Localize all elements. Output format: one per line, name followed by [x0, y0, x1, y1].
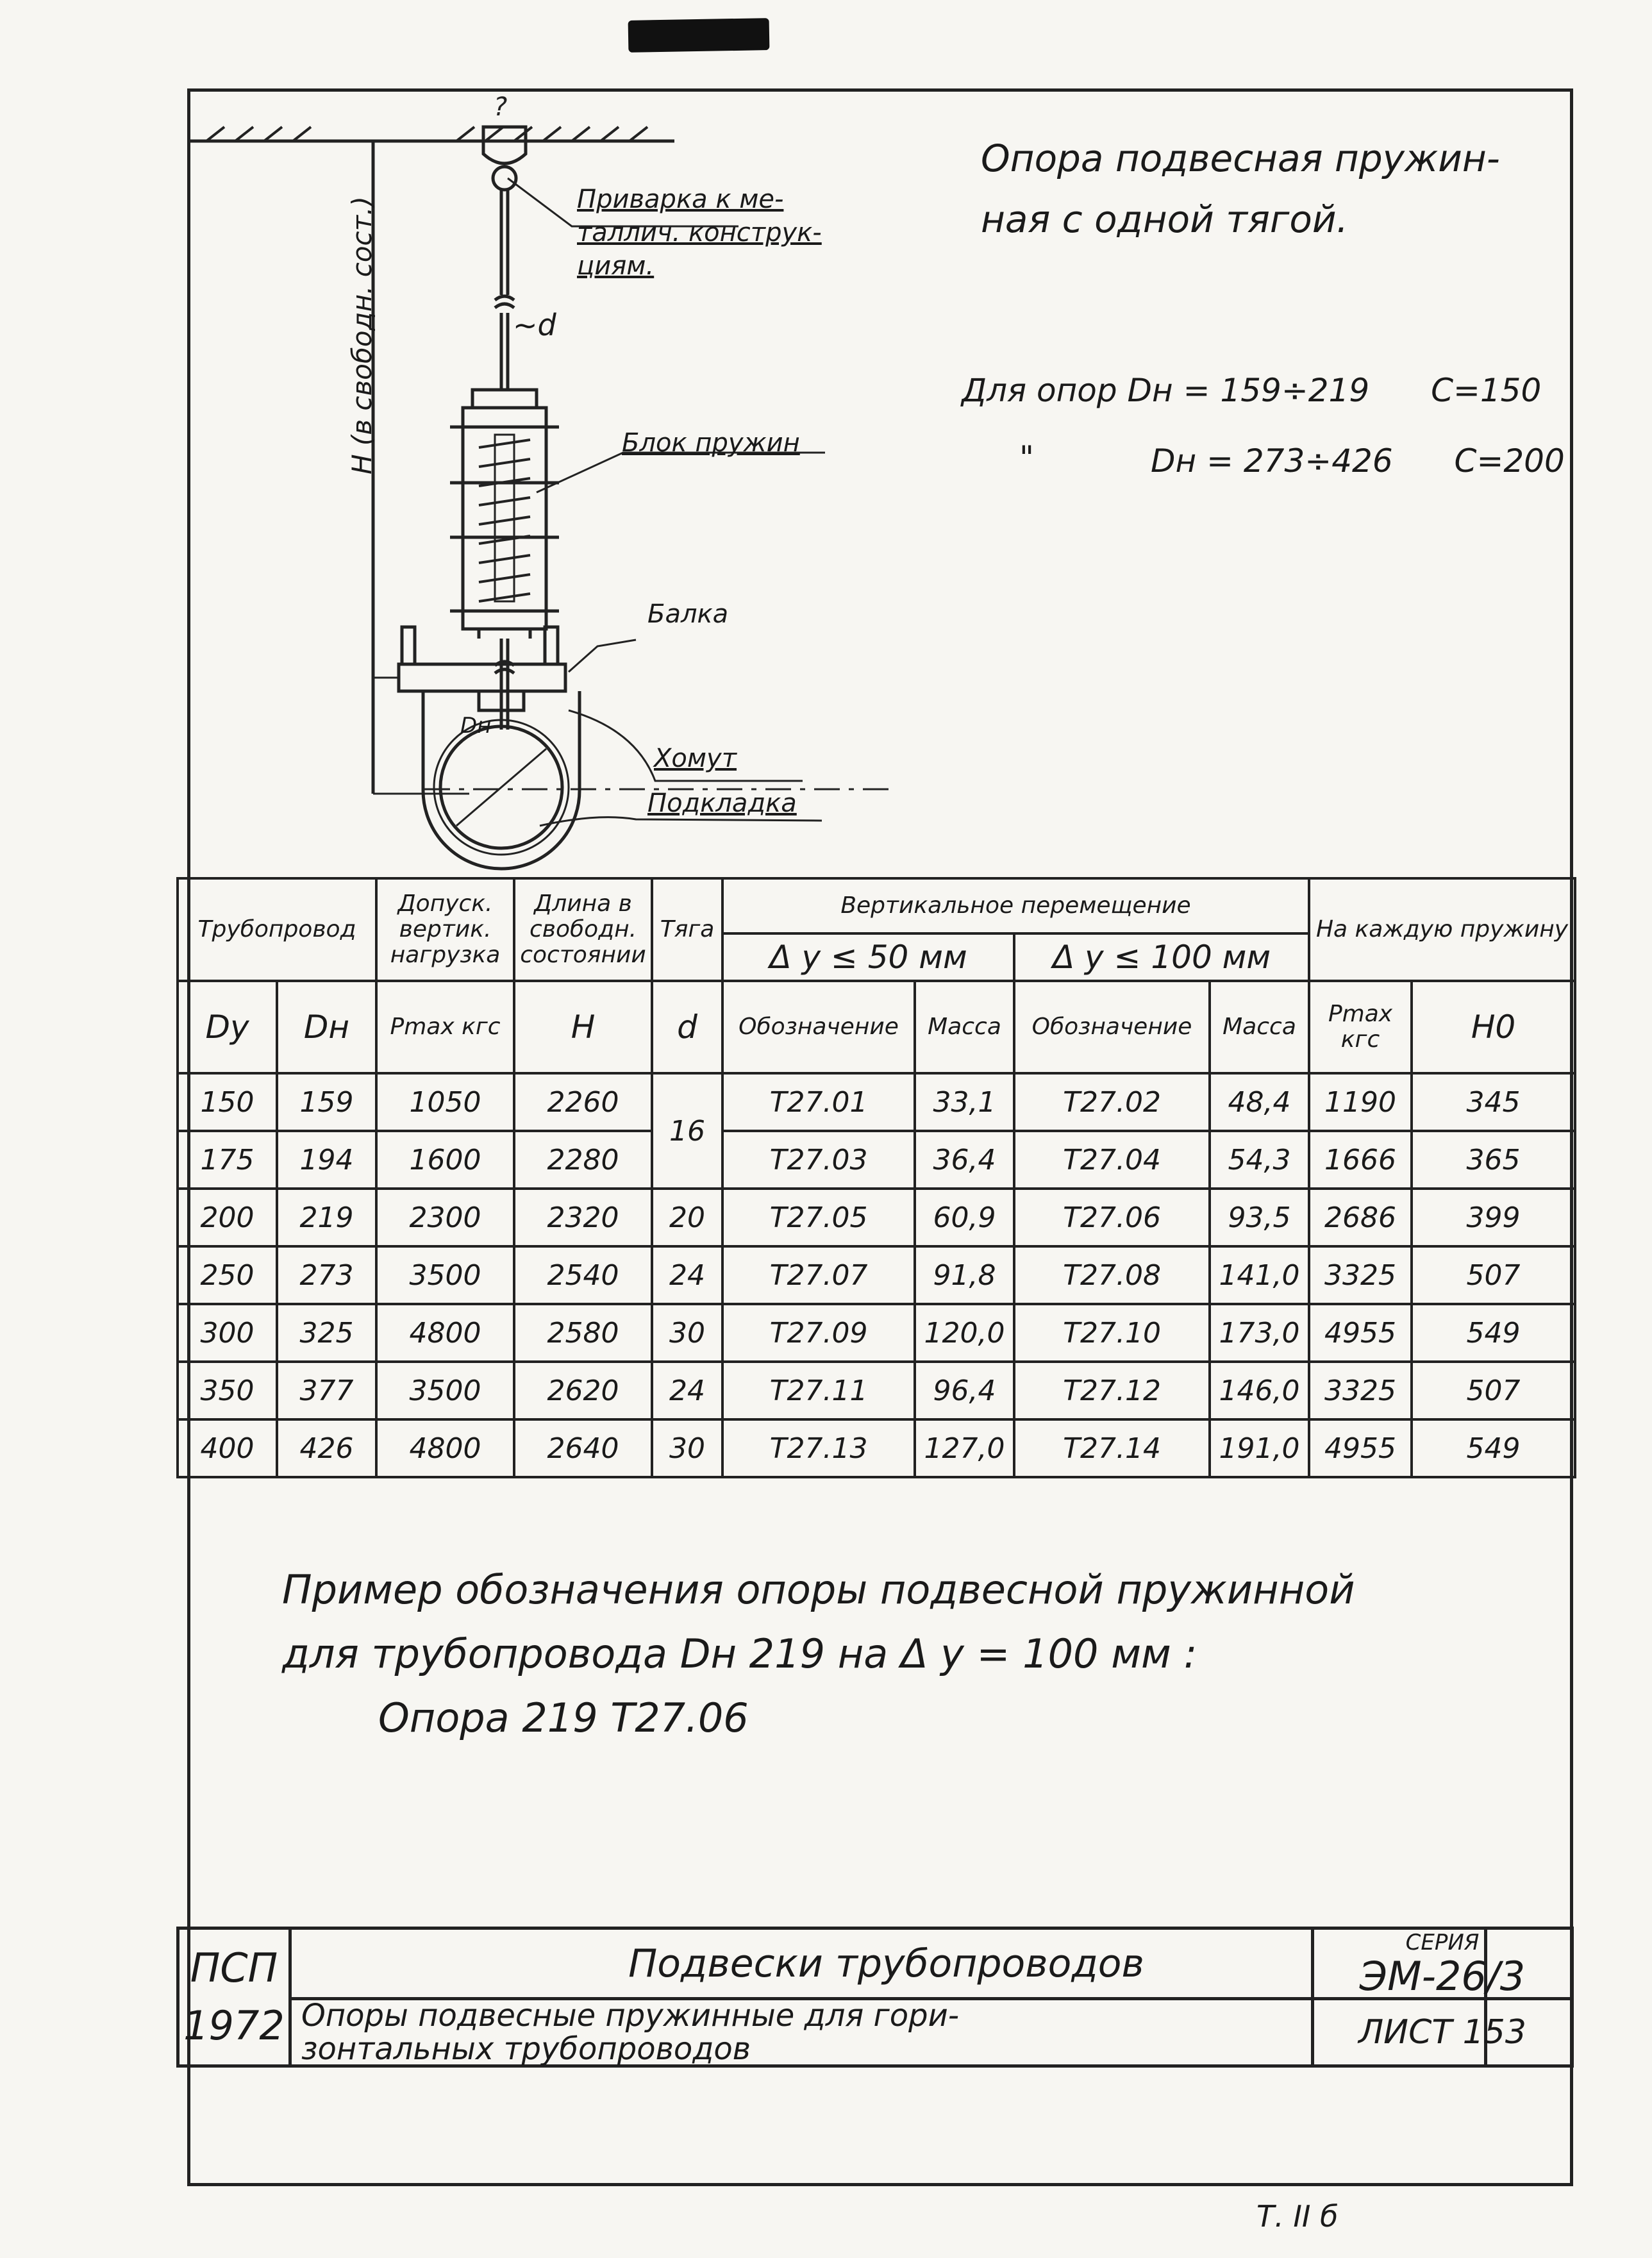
header-dn: Dн [277, 981, 376, 1073]
table-row [178, 1131, 1575, 1189]
header-spring-pmax: Pmax кгс [1309, 981, 1412, 1073]
cell-mass-50: 33,1 [915, 1073, 1014, 1131]
cell-designation-50: T27.07 [722, 1246, 915, 1304]
cell-dn: 273 [277, 1246, 376, 1304]
height-label: H (в свободн. сост.) [346, 196, 378, 474]
cell-dy: 300 [178, 1304, 277, 1362]
cell-designation-50: T27.03 [722, 1131, 915, 1189]
cell-h0: 549 [1412, 1304, 1575, 1362]
org-name: ПСП [190, 1944, 278, 1991]
table-row [178, 1419, 1575, 1477]
cell-h: 2280 [514, 1131, 652, 1189]
cell-mass-50: 96,4 [915, 1362, 1014, 1419]
drawing-title: Опора подвесная пружин- ная с одной тягой. [981, 137, 1500, 241]
footer-mark: Т. II б [1256, 2199, 1339, 2234]
org-year: 1972 [183, 2002, 285, 2049]
cell-mass-50: 60,9 [915, 1189, 1014, 1246]
cell-pmax: 4800 [376, 1304, 514, 1362]
cell-h: 2620 [514, 1362, 652, 1419]
table-row [178, 1362, 1575, 1419]
cell-h: 2320 [514, 1189, 652, 1246]
cell-dy: 175 [178, 1131, 277, 1189]
cell-designation-100: T27.10 [1014, 1304, 1210, 1362]
header-dy: Dу [178, 981, 277, 1073]
cell-dy: 350 [178, 1362, 277, 1419]
cell-designation-100: T27.08 [1014, 1246, 1210, 1304]
cell-mass-50: 120,0 [915, 1304, 1014, 1362]
weld-label-line: таллич. конструк- [577, 218, 822, 247]
designation-example [282, 1558, 1355, 1750]
spring-block [463, 408, 546, 629]
cell-spring-pmax: 4955 [1309, 1304, 1412, 1362]
header-load: Допуск. вертик. нагрузка [376, 878, 514, 981]
cell-h: 2540 [514, 1246, 652, 1304]
cell-mass-100: 191,0 [1210, 1419, 1309, 1477]
series-caption: СЕРИЯ [1405, 1930, 1480, 1955]
cell-mass-50: 127,0 [915, 1419, 1014, 1477]
header-mass-50: Масса [915, 981, 1014, 1073]
cell-pmax: 1600 [376, 1131, 514, 1189]
scan-blot [628, 18, 770, 53]
spec-table [176, 877, 1576, 1478]
table-row [178, 1246, 1575, 1304]
cell-designation-50: T27.05 [722, 1189, 915, 1246]
cell-d: 16 [652, 1073, 722, 1189]
weld-label [577, 183, 822, 283]
cell-designation-100: T27.02 [1014, 1073, 1210, 1131]
dn-note-2 [1151, 442, 1565, 480]
cell-spring-pmax: 2686 [1309, 1189, 1412, 1246]
pipe-dn-label: Dн [460, 713, 492, 739]
cell-spring-pmax: 1190 [1309, 1073, 1412, 1131]
spring-block-label: Блок пружин [622, 428, 800, 458]
header-designation-100: Обозначение [1014, 981, 1210, 1073]
cell-mass-100: 48,4 [1210, 1073, 1309, 1131]
header-dy50: Δ y ≤ 50 мм [722, 933, 1014, 981]
eye-bolt [493, 167, 516, 190]
header-h0: H0 [1412, 981, 1575, 1073]
c-value: C=200 [1454, 442, 1565, 480]
cell-designation-100: T27.06 [1014, 1189, 1210, 1246]
dn-range: Dн = 273÷426 [1151, 442, 1393, 480]
header-vertical-move: Вертикальное перемещение [722, 878, 1309, 933]
example-line: для трубопровода Dн 219 на Δ y = 100 мм : [282, 1630, 1197, 1677]
header-rod: Тяга [652, 878, 722, 981]
cell-h0: 507 [1412, 1246, 1575, 1304]
cell-mass-100: 173,0 [1210, 1304, 1309, 1362]
header-per-spring: На каждую пружину [1309, 878, 1575, 981]
cell-d: 24 [652, 1246, 722, 1304]
rod-diameter-label: ~d [513, 308, 556, 342]
table-row [178, 1304, 1575, 1362]
cell-pmax: 2300 [376, 1189, 514, 1246]
header-length: Длина в свободн. состоянии [514, 878, 652, 981]
cell-dy: 400 [178, 1419, 277, 1477]
cell-pmax: 3500 [376, 1246, 514, 1304]
beam [399, 664, 565, 691]
example-designation: Опора 219 T27.06 [378, 1694, 749, 1741]
cell-d: 30 [652, 1304, 722, 1362]
cell-h: 2640 [514, 1419, 652, 1477]
weld-label-line: циям. [577, 251, 655, 281]
header-designation-50: Обозначение [722, 981, 915, 1073]
ceiling-lug [483, 127, 526, 163]
cell-h0: 345 [1412, 1073, 1575, 1131]
clamp-label: Хомут [654, 744, 737, 773]
ditto-mark: " [1019, 439, 1034, 476]
header-d: d [652, 981, 722, 1073]
table-row [178, 1073, 1575, 1131]
dn-note-prefix: Для опор [962, 372, 1117, 409]
cell-designation-50: T27.09 [722, 1304, 915, 1362]
c-value: C=150 [1431, 372, 1542, 409]
stamp-subtitle: Опоры подвесные пружинные для гори- зонтальных трубопроводов [288, 1997, 1487, 2068]
example-line: Пример обозначения опоры подвесной пружинной [282, 1566, 1355, 1613]
cell-designation-100: T27.14 [1014, 1419, 1210, 1477]
cell-spring-pmax: 3325 [1309, 1362, 1412, 1419]
cell-dn: 219 [277, 1189, 376, 1246]
header-mass-100: Масса [1210, 981, 1309, 1073]
cell-mass-50: 91,8 [915, 1246, 1014, 1304]
stamp-title: Подвески трубопроводов [288, 1927, 1487, 2000]
cell-designation-50: T27.13 [722, 1419, 915, 1477]
cell-designation-50: T27.01 [722, 1073, 915, 1131]
cell-mass-50: 36,4 [915, 1131, 1014, 1189]
header-pmax: Pmax кгс [376, 981, 514, 1073]
stamp-series [1311, 1927, 1574, 2000]
cell-mass-100: 146,0 [1210, 1362, 1309, 1419]
table-row [178, 1189, 1575, 1246]
cell-dy: 250 [178, 1246, 277, 1304]
cell-spring-pmax: 1666 [1309, 1131, 1412, 1189]
stamp-organization [176, 1927, 292, 2068]
cell-dn: 159 [277, 1073, 376, 1131]
cell-designation-100: T27.12 [1014, 1362, 1210, 1419]
cell-mass-100: 54,3 [1210, 1131, 1309, 1189]
cell-h0: 399 [1412, 1189, 1575, 1246]
series-value: ЭМ-26/3 [1359, 1953, 1526, 2000]
cell-h: 2260 [514, 1073, 652, 1131]
cell-h0: 549 [1412, 1419, 1575, 1477]
title-stamp [176, 1927, 1574, 2068]
cell-mass-100: 141,0 [1210, 1246, 1309, 1304]
cell-mass-100: 93,5 [1210, 1189, 1309, 1246]
cell-spring-pmax: 3325 [1309, 1246, 1412, 1304]
header-dy100: Δ y ≤ 100 мм [1014, 933, 1309, 981]
stamp-sheet-number: ЛИСТ 153 [1311, 1997, 1574, 2068]
dn-range: Dн = 159÷219 [1127, 372, 1370, 409]
dn-note-1 [962, 372, 1541, 409]
cell-dn: 377 [277, 1362, 376, 1419]
cell-pmax: 3500 [376, 1362, 514, 1419]
header-h: H [514, 981, 652, 1073]
cell-dy: 150 [178, 1073, 277, 1131]
cell-spring-pmax: 4955 [1309, 1419, 1412, 1477]
cell-h0: 365 [1412, 1131, 1575, 1189]
cell-designation-50: T27.11 [722, 1362, 915, 1419]
cell-pmax: 4800 [376, 1419, 514, 1477]
cell-h: 2580 [514, 1304, 652, 1362]
beam-label: Балка [647, 599, 729, 629]
cell-d: 20 [652, 1189, 722, 1246]
cell-dn: 194 [277, 1131, 376, 1189]
cell-d: 24 [652, 1362, 722, 1419]
pad-label: Подкладка [647, 789, 797, 818]
cell-d: 30 [652, 1419, 722, 1477]
cell-dy: 200 [178, 1189, 277, 1246]
weld-label-line: Приварка к ме- [577, 185, 784, 214]
cell-dn: 426 [277, 1419, 376, 1477]
cell-h0: 507 [1412, 1362, 1575, 1419]
cell-dn: 325 [277, 1304, 376, 1362]
header-pipe: Трубопровод [178, 878, 376, 981]
top-mark: ? [494, 92, 508, 122]
cell-designation-100: T27.04 [1014, 1131, 1210, 1189]
cell-pmax: 1050 [376, 1073, 514, 1131]
